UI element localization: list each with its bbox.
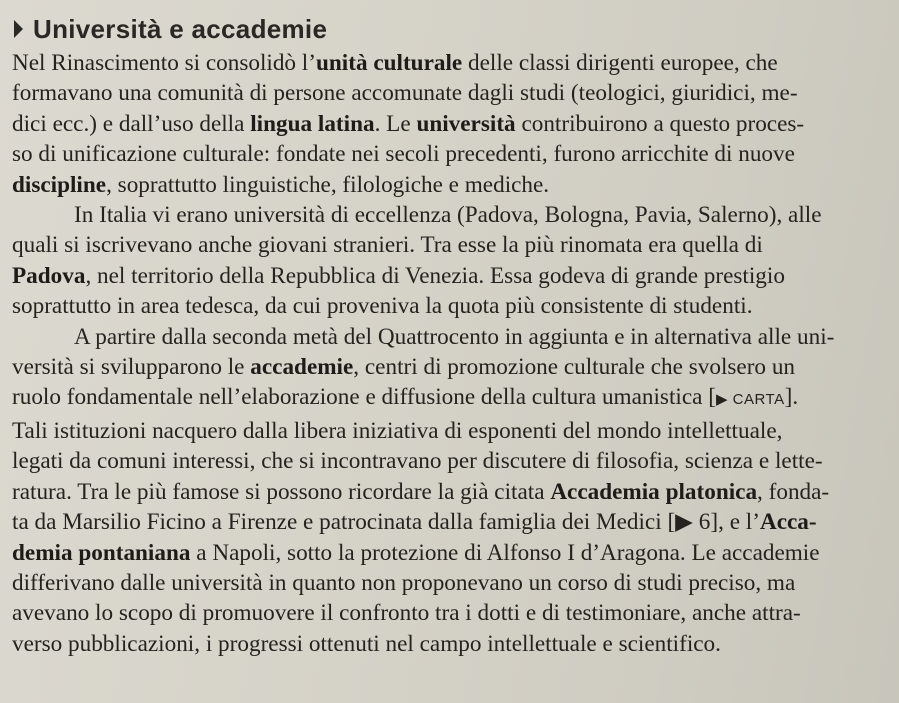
bold-term: Accademia platonica	[550, 478, 758, 505]
section-title: Università e accademie	[33, 13, 328, 44]
text-line: so di unificazione culturale: fondate nei secoli precedenti, furono arricchite di nuove	[12, 141, 795, 168]
body-text	[12, 48, 885, 659]
text-line: soprattutto in area tedesca, da cui proveniva la quota più consistente di studenti.	[12, 293, 753, 320]
bold-term: lingua latina	[250, 110, 375, 137]
text-line: ta da Marsilio Ficino a Firenze e patrocinata dalla famiglia dei Medici [▶ 6], e l’Acca-	[12, 509, 817, 536]
bold-term: Acca-	[759, 509, 817, 536]
text-line: In Italia vi erano università di eccellenza (Padova, Bologna, Pavia, Salerno), alle	[74, 202, 822, 229]
text-line: demia pontaniana a Napoli, sotto la protezione di Alfonso I d’Aragona. Le accademie	[12, 539, 820, 566]
bold-term: discipline	[12, 171, 107, 198]
text-line: discipline, soprattutto linguistiche, filologiche e mediche.	[12, 171, 550, 198]
text-line: formavano una comunità di persone accomunate dagli studi (teologici, giuridici, me-	[12, 80, 798, 107]
text-line: Nel Rinascimento si consolidò l’unità culturale delle classi dirigenti europee, che	[12, 50, 778, 76]
paragraph	[12, 48, 885, 200]
text-line: quali si iscrivevano anche giovani stranieri. Tra esse la più rinomata era quella di	[12, 232, 763, 259]
text-line: ratura. Tra le più famose si possono ricordare la già citata Accademia platonica, fonda-	[12, 478, 830, 505]
bold-term: Padova	[12, 262, 86, 289]
bold-term: università	[416, 110, 516, 137]
bold-term: accademie	[250, 354, 354, 381]
text-line: Tali istituzioni nacquero dalla libera iniziativa di esponenti del mondo intellettuale,	[12, 417, 783, 444]
paragraph	[12, 322, 885, 659]
text-line: avevano lo scopo di promuovere il confronto tra i dotti e di testimoniare, anche attra-	[12, 600, 801, 627]
text-line: A partire dalla seconda metà del Quattrocento in aggiunta e in alternativa alle uni-	[74, 323, 835, 350]
text-line: Padova, nel territorio della Repubblica di Venezia. Essa godeva di grande prestigio	[12, 262, 785, 289]
text-line: versità si svilupparono le accademie, centri di promozione culturale che svolsero un	[12, 354, 796, 381]
text-line: dici ecc.) e dall’uso della lingua latina. Le università contribuirono a questo proces-	[12, 110, 805, 137]
cross-reference[interactable]: ▶ CARTA	[715, 391, 785, 409]
paragraph	[12, 200, 885, 322]
text-line: verso pubblicazioni, i progressi ottenuti nel campo intellettuale e scientifico.	[12, 630, 721, 657]
triangle-bullet-icon	[14, 20, 23, 38]
text-line: ruolo fondamentale nell’elaborazione e diffusione della cultura umanistica [▶ CARTA].	[12, 384, 799, 411]
text-line: differivano dalle università in quanto non proponevano un corso di studi preciso, ma	[12, 569, 796, 596]
text-line: legati da comuni interessi, che si incontravano per discutere di filosofia, scienza e lette-	[12, 448, 823, 475]
bold-term: demia pontaniana	[12, 539, 191, 566]
section-heading	[12, 12, 885, 46]
bold-term: unità culturale	[315, 50, 463, 76]
